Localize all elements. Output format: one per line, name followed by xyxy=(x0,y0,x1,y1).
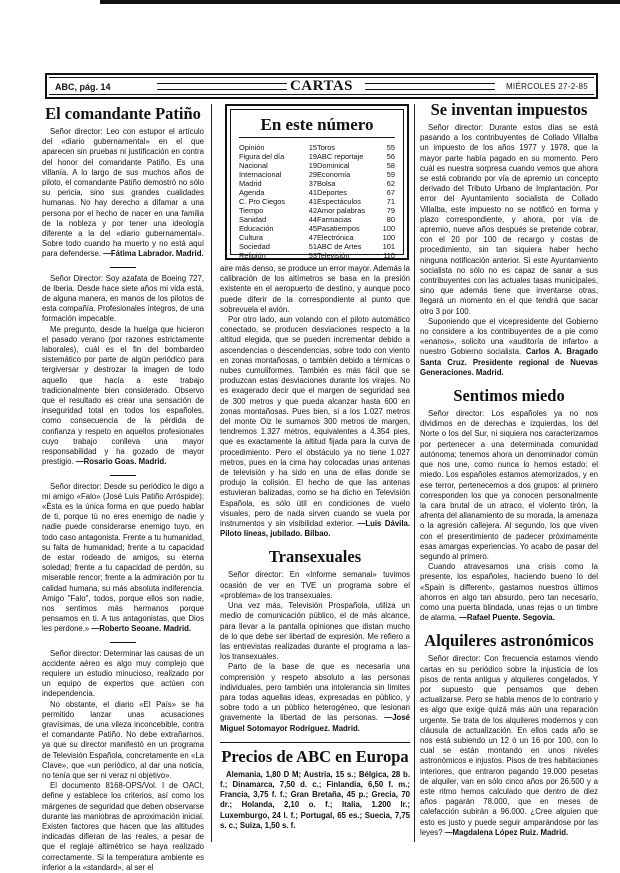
letter-paragraph xyxy=(42,482,204,635)
letter-signature: —Luis Dávila. Piloto líneas, jubilado. Bilbao. xyxy=(220,519,410,539)
index-entry-label: Toros xyxy=(317,143,336,152)
letter-paragraph: El documento 8168-OPS/Vol. I de OACI, define y establece los criterios, así como los márgenes de seguridad que deben observarse durante las maniobras de aproximación inicial. Existen factores que hacen que las altitudes indicadas difieran de las reales, a pesar de que el reglaje altimétrico se haya realizado correctamente. Si la temperatura ambiente es inferior a la «standard», al ser el xyxy=(42,781,204,872)
page-number: ABC, pág. 14 xyxy=(55,82,111,92)
column-right xyxy=(420,100,598,838)
index-entry-page: 58 xyxy=(386,161,395,170)
index-entry-page: 55 xyxy=(386,143,395,152)
index-entry xyxy=(317,224,395,233)
index-title: En este número xyxy=(260,115,374,134)
column-left xyxy=(42,104,204,873)
index-entry xyxy=(239,188,317,197)
index-entry-label: Sanidad xyxy=(239,215,267,224)
index-entry-label: Televisión xyxy=(317,251,350,260)
index-entry-label: Figura del día xyxy=(239,152,285,161)
index-entry-page: 45 xyxy=(308,224,317,233)
page-header xyxy=(45,73,598,99)
index-entry xyxy=(239,143,317,152)
index-entry-page: 59 xyxy=(386,170,395,179)
index-entry-page: 44 xyxy=(308,215,317,224)
letter-body: Señor director: Con frecuencia estamos viendo cartas en su periódico sobre la injusticia de los pisos de renta antigua y alquileres congelados. Y por supuesto que pensamos que deben actualizarse. Pero se habla menos de lo contrario y es algo que exige quizá más aún una reparación urgente. Se trata de los alquileres modernos y con cláusula de actualización. En ellos cada año se nos está subiendo un 12 ó un 16 por 100, con lo cual se están montando en unos niveles astronómicos e injustos. Pisos de tres habitaciones interiores, que entraron pagando 19.000 pesetas de alquiler, van en sólo cinco años por 26.500 y a este ritmo hemos calculado que dentro de diez años pagarán 78.000, que en meses de calefacción subirán a 96.000. ¿Cree alguien que esto es justo y puede seguir amparándose por las leyes? xyxy=(420,654,598,837)
index-entry xyxy=(239,170,317,179)
index-entry-label: Tiempo xyxy=(239,206,264,215)
letter-paragraph xyxy=(420,317,598,378)
letter-paragraph xyxy=(220,662,410,733)
letter-body: Parto de la base de que es necesaria una comprensión y respeto absoluto a las personas individuales, pero también una intolerancia sin límites para todas aquellas ideas, expresadas en público, y sobre todo a un público heterogéneo, que lesionan gravemente la libertad de las personas. xyxy=(220,662,410,723)
index-table xyxy=(231,143,403,260)
letter-paragraph: Señor director: Durante estos días se está pasando a los contribuyentes de Collado Villalba un impuesto de los años 1977 y 1978, que la mayor parte había pagado en su momento. Pero cuál es nuestra sorpresa cuando vemos que ahora se está cobrando por vía de apremio un concepto derivado del Tributo Urbano de Implantación. Por error del Ayuntamiento socialista de Collado Villalba, este impuesto no se notificó en forma y plazo correspondiente, y ahora, por vía de apremio, nueve años después se pretende cobrar, con el 20 por 100 de recargo y costas de procedimiento, sin tan siquiera haber hecho ninguna notificación anterior. Si este Ayuntamiento socialista no sólo no es capaz de sanar a sus contribuyentes con las actuales tasas municipales, sino que además tiene que inventarse otras, llegará un momento en el que tendrá que sacar otro 3 por 100. xyxy=(420,123,598,316)
index-entry xyxy=(317,170,395,179)
letter-body: Por otro lado, aun volando con el piloto automático conectado, se producen desviaciones respecto a la altitud elegida, que se pueden incrementar debido a ascendencias o descendencias, sobre todo con viento en zonas montañosas, o también debido a térmicas o nubes cumuliformes. También es más fácil que se produzcan estas desviaciones durante los virajes. No es exagerado decir que el margen de seguridad sea de 300 metros y que pueda alcanzar hasta 600 en zonas montañosas. Pues bien, si a los 1.027 metros del monte Oiz le sumamos 300 metros de margen, tendremos 1.327 metros, equivalentes a 4.354 pies, que es exactamente la altitud fijada para la curva de procedimiento. Pero el obstáculo ya no tiene 1.027 metros, pues en la cima hay colocadas unas antenas de televisión y ha sido en una de ellas donde se produjo la colisión. El hecho de que las antenas estuvieran balizadas, como se ha dicho en Televisión Española, es sólo útil en condiciones de vuelo visuales, pero de nada sirven cuando se vuela por instrumentos y sin visibilidad exterior. xyxy=(220,315,410,529)
index-entry-label: Agenda xyxy=(239,188,265,197)
index-entry xyxy=(239,215,317,224)
letter-signature: —Fátima Labrador. Madrid. xyxy=(103,249,204,259)
index-entry-page: 19 xyxy=(308,152,317,161)
index-entry-label: Nacional xyxy=(239,161,268,170)
section-title: CARTAS xyxy=(289,78,354,94)
index-column-left xyxy=(239,143,317,260)
letter-paragraph: No obstante, el diario «El País» se ha permitido lanzar unas acusaciones gravísimas, de una vileza inconcebible, contra el comandante Patiño. No debe extrañarnos, ya que su director manifestó en un programa de Televisión Española, concretamente en «La Clave», que «un periódico, al dar una noticia, no tenía que ser ni veraz ni objetivo». xyxy=(42,699,204,780)
index-entry-page: 37 xyxy=(308,179,317,188)
index-entry xyxy=(317,152,395,161)
index-entry-page: 79 xyxy=(386,206,395,215)
letter-headline: El comandante Patiño xyxy=(45,104,201,123)
index-entry-page: 67 xyxy=(386,188,395,197)
index-entry xyxy=(239,179,317,188)
index-entry-page: 100 xyxy=(382,224,395,233)
letter-paragraph xyxy=(220,315,410,539)
letter xyxy=(420,100,598,378)
index-entry xyxy=(317,188,395,197)
letter-paragraph xyxy=(420,562,598,623)
letter-body: Suponiendo que el vicepresidente del Gobierno no considere a los contribuyentes de a pie como «enanos», solicito una «auditoría de infarto» a nuestro Gobierno socialista. xyxy=(420,316,598,357)
index-entry-label: Amor palabras xyxy=(317,206,366,215)
index-entry xyxy=(239,161,317,170)
letter-paragraph: aire más denso, se produce un error mayor. Además la calibración de los altímetros se basa en la presión existente en el aeropuerto de destino, y aunque poco puede diferir de la correspondiente al punto que sobrevuela el avión. xyxy=(220,264,410,314)
letter-signature: —Magdalena López Ruiz. Madrid. xyxy=(444,827,569,837)
index-entry-page: 41 xyxy=(308,188,317,197)
index-box xyxy=(225,104,409,260)
index-entry-page: 51 xyxy=(308,242,317,251)
column-middle xyxy=(220,264,410,831)
index-entry-page: 42 xyxy=(308,206,317,215)
index-entry-page: 101 xyxy=(382,242,395,251)
index-entry-label: Pasatiempos xyxy=(317,224,360,233)
column-divider xyxy=(414,104,415,842)
index-entry-page: 29 xyxy=(308,170,317,179)
index-entry xyxy=(239,242,317,251)
prices-box xyxy=(220,742,410,831)
top-rule xyxy=(100,0,620,4)
index-rule xyxy=(239,137,395,138)
letter-paragraph: Una vez más, Televisión Prospañola, utiliza un medio de comunicación público, el de más alcance, para llevar a la pantalla opiniones que distan mucho de lo que debe ser libertad de expresión. Me refiero a las entrevistas realizadas durante el programa a las-los transexuales. xyxy=(220,601,410,662)
index-entry-page: 41 xyxy=(308,197,317,206)
index-entry-page: 15 xyxy=(308,143,317,152)
index-entry-label: Electrónica xyxy=(317,233,354,242)
index-entry xyxy=(239,251,317,260)
index-entry-page: 80 xyxy=(386,215,395,224)
index-entry-label: ABC de Artes xyxy=(317,242,362,251)
index-entry xyxy=(239,197,317,206)
letter-body: Cuando atravesamos una crisis como la presente, los españoles, haciendo bueno lo del «Spain is different», gastamos nuestros últimos ahorros en algo tan absurdo, pero tan necesario, como una puerta blindada, unas rejas o un timbre de alarma. xyxy=(420,562,598,623)
index-box-inner xyxy=(230,109,404,260)
index-entry-page: 100 xyxy=(382,233,395,242)
index-entry-label: Opinión xyxy=(239,143,265,152)
letter-body: Señor director: Desde su periódico le digo a mi amigo «Falo» (José Luis Patiño Arróspide): «Ésta es la única forma en que puedo hablar de ti, porque tú no eres enemigo de nadie y nadie puede considerarse enemigo tuyo, en todo caso antagonista. Frente a tu humanidad, su falta de humanidad; frente a tu capacidad de estar rodeado de amigos, su eterna soledad; frente a tu capacidad de perdón, su miserable rencor; frente a la admiración por tu calidad humana, su más absoluta indiferencia. Amigo "Falo", todos, porque ellos son nadie, nos sentimos más hermanos porque pensamos en ti. A tus antagonistas, que Dios les perdone.» xyxy=(42,481,204,634)
index-entry xyxy=(239,206,317,215)
index-entry-label: Cultura xyxy=(239,233,263,242)
index-entry-label: Economía xyxy=(317,170,351,179)
letter-signature: —Roberto Seoane. Madrid. xyxy=(91,624,192,634)
index-entry-page: 56 xyxy=(386,152,395,161)
letter-headline: Alquileres astronómicos xyxy=(424,631,594,651)
issue-date: MIÉRCOLES 27-2-85 xyxy=(505,82,588,91)
letter xyxy=(420,386,598,623)
index-entry xyxy=(317,233,395,242)
index-entry xyxy=(317,242,395,251)
index-entry-label: Educación xyxy=(239,224,274,233)
letter-paragraph: Señor director: Determinar las causas de un accidente aéreo es algo muy complejo que requiere un estudio minucioso, realizado por un equipo de expertos que actúen con independencia. xyxy=(42,648,204,699)
index-column-right xyxy=(317,143,395,260)
letter-signature: —Rafael Puente. Segovia. xyxy=(459,613,555,623)
index-entry-label: Espectáculos xyxy=(317,197,361,206)
letter xyxy=(220,264,410,539)
index-entry xyxy=(317,143,395,152)
index-entry-page: 19 xyxy=(308,161,317,170)
index-entry-page: 47 xyxy=(308,233,317,242)
letter xyxy=(42,267,204,468)
letter-paragraph xyxy=(42,127,204,260)
index-entry-page: 110 xyxy=(383,251,395,260)
index-entry xyxy=(239,152,317,161)
index-entry-label: Religión xyxy=(239,251,266,260)
letter-body: Señor director: Leo con estupor el artículo del «diario gubernamental» en el que aparecen sin pruebas ni justificación en contra del honor del comandante Patiño. Es una villanía. A lo largo de sus muchos años de piloto, el comandante Patiño demostró no sólo su pericia, sino sus grandes cualidades humanas. No hay derecho a difamar a una persona por el hecho de nacer en una familia de la nobleza y por tener una ideología diferente a la del «diario gubernamental». Sobre todo cuando ha muerto y no está aquí para defenderse. xyxy=(42,127,204,259)
index-entry-page: 53 xyxy=(308,251,317,260)
letter-signature: Carlos A. Bragado Santa Cruz. Presidente regional de Nuevas Generaciones. Madrid. xyxy=(420,347,599,377)
index-entry xyxy=(239,224,317,233)
letter-body: Me pregunto, desde la huelga que hicieron el pasado verano (por razones estrictamente laborales), cuál es el fin del bombardeo sistemático por parte de algún periódico para tergiversar y destrozar la imagen de todo aquello que hacía a este trabajo tradicionalmente bien considerado. Observo que el resultado es crear una sensación de inseguridad total en todos los españoles, como consecuencia de la pérdida de confianza y respeto en aquellos profesionales cuyo trabajo conlleva una mayor responsabilidad y ha gozado de mayor prestigio. xyxy=(42,324,204,467)
letter-paragraph: Señor Director: Soy azafata de Boeing 727, de Iberia. Desde hace siete años mi vida está, de alguna manera, en manos de los pilotos de esta compañía. Profesionales íntegros, de una formación impecable. xyxy=(42,273,204,324)
letter-separator xyxy=(110,642,136,643)
letter xyxy=(220,547,410,733)
letter xyxy=(42,104,204,260)
index-entry xyxy=(317,251,395,260)
letter-separator xyxy=(110,267,136,268)
letter-paragraph xyxy=(420,654,598,838)
index-entry-label: Sociedad xyxy=(239,242,270,251)
prices-headline: Precios de ABC en Europa xyxy=(221,746,409,766)
index-entry xyxy=(317,197,395,206)
letter-signature: —José Miguel Sotomayor Rodríguez. Madrid. xyxy=(220,713,410,733)
letter-headline: Se inventan impuestos xyxy=(430,100,588,119)
column-divider xyxy=(211,104,212,842)
index-entry-label: Bolsa xyxy=(317,179,336,188)
letter xyxy=(42,475,204,635)
index-entry xyxy=(317,161,395,170)
index-entry xyxy=(317,179,395,188)
index-entry-label: Farmacias xyxy=(317,215,352,224)
index-entry-page: 62 xyxy=(386,179,395,188)
index-entry-label: Madrid xyxy=(239,179,262,188)
index-entry-label: C. Pro Ciegos xyxy=(239,197,286,206)
index-entry xyxy=(317,206,395,215)
letter-separator xyxy=(110,475,136,476)
index-entry-label: Deportes xyxy=(317,188,347,197)
index-entry xyxy=(317,215,395,224)
header-rule-right xyxy=(365,83,495,90)
index-entry-label: ABC reportaje xyxy=(317,152,364,161)
index-entry-label: Internacional xyxy=(239,170,282,179)
letter xyxy=(42,642,204,873)
letter-signature: —Rosario Goas. Madrid. xyxy=(75,457,167,467)
letter-headline: Transexuales xyxy=(268,547,362,567)
index-entry-label: Dominical xyxy=(317,161,350,170)
prices-list: Alemania, 1,80 D M; Austria, 15 s.; Bélgica, 28 b. f.; Dinamarca, 7,50 d. c.; Finlandia, 6,50 f. m.; Francia, 3,75 f. f.; Gran Bretaña, 45 p.; Grecia, 70 dr.; Holanda, 2,10 o. f.; Italia, 1.200 lr.; Luxemburgo, 24 l. f.; Portugal, 65 es.; Suecia, 7,75 s. c.; Suiza, 1,50 s. f. xyxy=(220,769,410,830)
letter-headline: Sentimos miedo xyxy=(453,386,565,406)
letter-paragraph xyxy=(42,325,204,468)
index-entry-page: 71 xyxy=(386,197,395,206)
index-entry xyxy=(239,233,317,242)
letter-paragraph: Señor director: En «Informe semanal» tuvimos ocasión de ver en TVE un programa sobre el «problema» de los transexuales. xyxy=(220,570,410,600)
letter xyxy=(420,631,598,838)
letter-paragraph: Señor director: Los españoles ya no nos dividimos en de derechas e izquierdas, los del Norte o los del Sur, ni siquiera nos caracterizamos por pertenecer a una determinada comunidad autónoma; tenemos ahora un denominador común que nos une, como nunca lo hemos estado: el miedo. Los españoles estamos atemorizados, y en ese terror, pertenecemos a dos grupos: al primero corresponden los que ya conocen personalmente la cara brutal de un atraco, el violento tirón, la afrenta del allanamiento de su morada, la amenaza o la agresión callejera. Al segundo, los que viven con el presentimiento de padecer próximamente esas amargas experiencias. Yo acabo de pasar del segundo al primero. xyxy=(420,409,598,561)
